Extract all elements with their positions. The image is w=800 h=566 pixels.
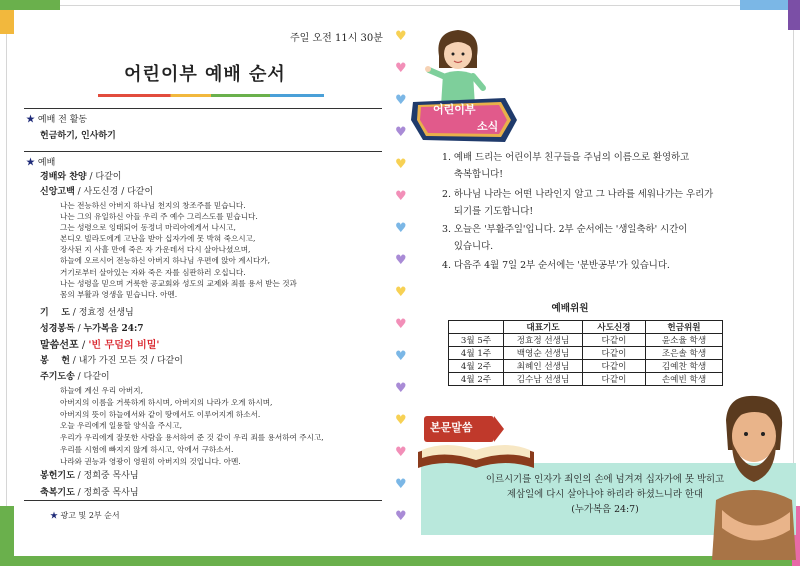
pre-worship-heading: ★ 예배 전 활동 (26, 115, 88, 125)
news-item-3: 3. 오늘은 '부활주일'입니다. 2부 순서에는 '생일축하' 시간이 있습니다. (442, 224, 688, 252)
table-cell: 최혜인 선생님 (504, 360, 583, 373)
heart-icon: ♥ (395, 285, 407, 300)
order-praise: 경배와 찬양 / 다같이 (40, 172, 122, 182)
order-offering-prayer: 봉헌기도 / 정희중 목사님 (40, 471, 139, 481)
verse-text (425, 472, 785, 517)
verse-label: 본문말씀 (430, 421, 473, 434)
committee-title: 예배위원 (551, 303, 589, 314)
order-benediction: 축복기도 / 정희중 목사님 (40, 488, 139, 498)
heart-icon: ♥ (395, 509, 407, 524)
service-time: 주일 오전 11시 30분 (290, 33, 383, 44)
news-item-4: 4. 다음주 4월 7일 2부 순서에는 '분반공부'가 있습니다. (442, 260, 670, 271)
table-header-row (449, 321, 723, 334)
heart-icon: ♥ (395, 189, 407, 204)
table-header: 대표기도 (504, 321, 583, 334)
table-row (449, 373, 723, 386)
table-cell: 조은솔 학생 (646, 347, 723, 360)
table-cell: 다같이 (583, 373, 646, 386)
table-cell: 4월 2주 (449, 360, 504, 373)
order-offering: 봉 헌 / 내가 가진 모든 것 / 다같이 (40, 356, 183, 366)
creed-text: 나는 전능하신 아버지 하나님 천지의 창조주를 믿습니다. 나는 그의 유일하신 아들 우리 주 예수 그리스도를 믿습니다. 그는 성령으로 잉태되어 동정녀 마리아에게서 나시고, 본디오 빌라도에게 고난을 받아 십자가에 못 박혀 죽으시고, 장사된 지 사흘 만에 죽은 자 가운데서 다시 살아나셨으며, 하늘에 오르시어 전능하신 아버지 하나님 우편에 앉아 계시다가, 거기로부터 살아있는 자와 죽은 자를 심판하러 오십니다. 나는 성령을 믿으며 거룩한 공교회와 성도의 교제와 죄를 용서 받는 것과 몸의 부활과 영생을 믿습니다. 아멘. (60, 201, 297, 299)
heart-icon: ♥ (395, 445, 407, 460)
worship-heading: ★ 예배 (26, 158, 56, 168)
page-title: 어린이부 예배 순서 (124, 64, 286, 85)
table-cell: 3월 5주 (449, 334, 504, 347)
table-cell: 윤소율 학생 (646, 334, 723, 347)
table-cell: 4월 1주 (449, 347, 504, 360)
badge-line2: 소식 (477, 120, 499, 133)
verse-line: 이르시기를 인자가 죄인의 손에 넘겨져 십자가에 못 박히고 (485, 474, 725, 485)
verse-line: 제삼일에 다시 살아나야 하리라 하셨느니라 한대 (506, 489, 704, 500)
heart-icon: ♥ (395, 125, 407, 140)
verse-reference: (누가복음 24:7) (571, 504, 639, 515)
table-header (449, 321, 504, 334)
order-sermon: 말씀선포 / '빈 무덤의 비밀' (40, 340, 160, 351)
corner-decoration (0, 0, 60, 10)
divider (24, 500, 382, 501)
heart-icon: ♥ (395, 253, 407, 268)
corner-decoration (788, 0, 800, 30)
footer-note: ★ 광고 및 2부 순서 (50, 511, 120, 520)
girl-illustration (425, 26, 491, 106)
badge-line1: 어린이부 (433, 103, 476, 116)
table-header: 사도신경 (583, 321, 646, 334)
table-row (449, 334, 723, 347)
heart-icon: ♥ (395, 349, 407, 364)
heart-icon: ♥ (395, 93, 407, 108)
star-icon: ★ (50, 511, 58, 520)
order-prayer: 기 도 / 정효정 선생님 (40, 308, 134, 318)
star-icon: ★ (26, 115, 36, 125)
heart-icon: ♥ (395, 477, 407, 492)
table-cell: 다같이 (583, 360, 646, 373)
divider (24, 108, 382, 109)
heart-icon: ♥ (395, 157, 407, 172)
bottom-bar (6, 556, 792, 566)
table-row (449, 360, 723, 373)
committee-table (448, 320, 723, 386)
news-item-1: 1. 예배 드리는 어린이부 친구들을 주님의 이름으로 환영하고 축복합니다! (442, 152, 690, 180)
heart-icon: ♥ (395, 381, 407, 396)
order-creed: 신앙고백 / 사도신경 / 다같이 (40, 187, 154, 197)
lords-prayer-text: 하늘에 계신 우리 아버지, 아버지의 이름을 거룩하게 하시며, 아버지의 나라가 오게 하시며, 아버지의 뜻이 하늘에서와 같이 땅에서도 이루어지게 하소서. 오늘 우리에게 일용할 양식을 주시고, 우리가 우리에게 잘못한 사람을 용서하여 준 것 같이 우리 죄를 용서하여 주시고, 우리를 시험에 빠지지 않게 하시고, 악에서 구하소서. 나라와 권능과 영광이 영원히 아버지의 것입니다. 아멘. (60, 386, 324, 466)
table-cell: 손예빈 학생 (646, 373, 723, 386)
table-cell: 정효정 선생님 (504, 334, 583, 347)
table-cell: 4월 2주 (449, 373, 504, 386)
table-header: 헌금위원 (646, 321, 723, 334)
order-lords-prayer: 주기도송 / 다같이 (40, 372, 110, 382)
divider (24, 151, 382, 152)
news-item-2: 2. 하나님 나라는 어떤 나라인지 알고 그 나라를 세워나가는 우리가 되기를 기도합니다! (442, 189, 714, 217)
heart-icon: ♥ (395, 221, 407, 236)
star-icon: ★ (26, 158, 36, 168)
table-row (449, 347, 723, 360)
table-cell: 다같이 (583, 347, 646, 360)
table-cell: 다같이 (583, 334, 646, 347)
heart-icon: ♥ (395, 61, 407, 76)
order-scripture: 성경봉독 / 누가복음 24:7 (40, 324, 144, 334)
title-underline (98, 94, 324, 97)
table-cell: 김수남 선생님 (504, 373, 583, 386)
heart-icon: ♥ (395, 413, 407, 428)
heart-icon: ♥ (395, 29, 407, 44)
heart-icon: ♥ (395, 317, 407, 332)
table-cell: 백영순 선생님 (504, 347, 583, 360)
pre-worship-item: 헌금하기, 인사하기 (40, 131, 116, 141)
table-cell: 김예찬 학생 (646, 360, 723, 373)
